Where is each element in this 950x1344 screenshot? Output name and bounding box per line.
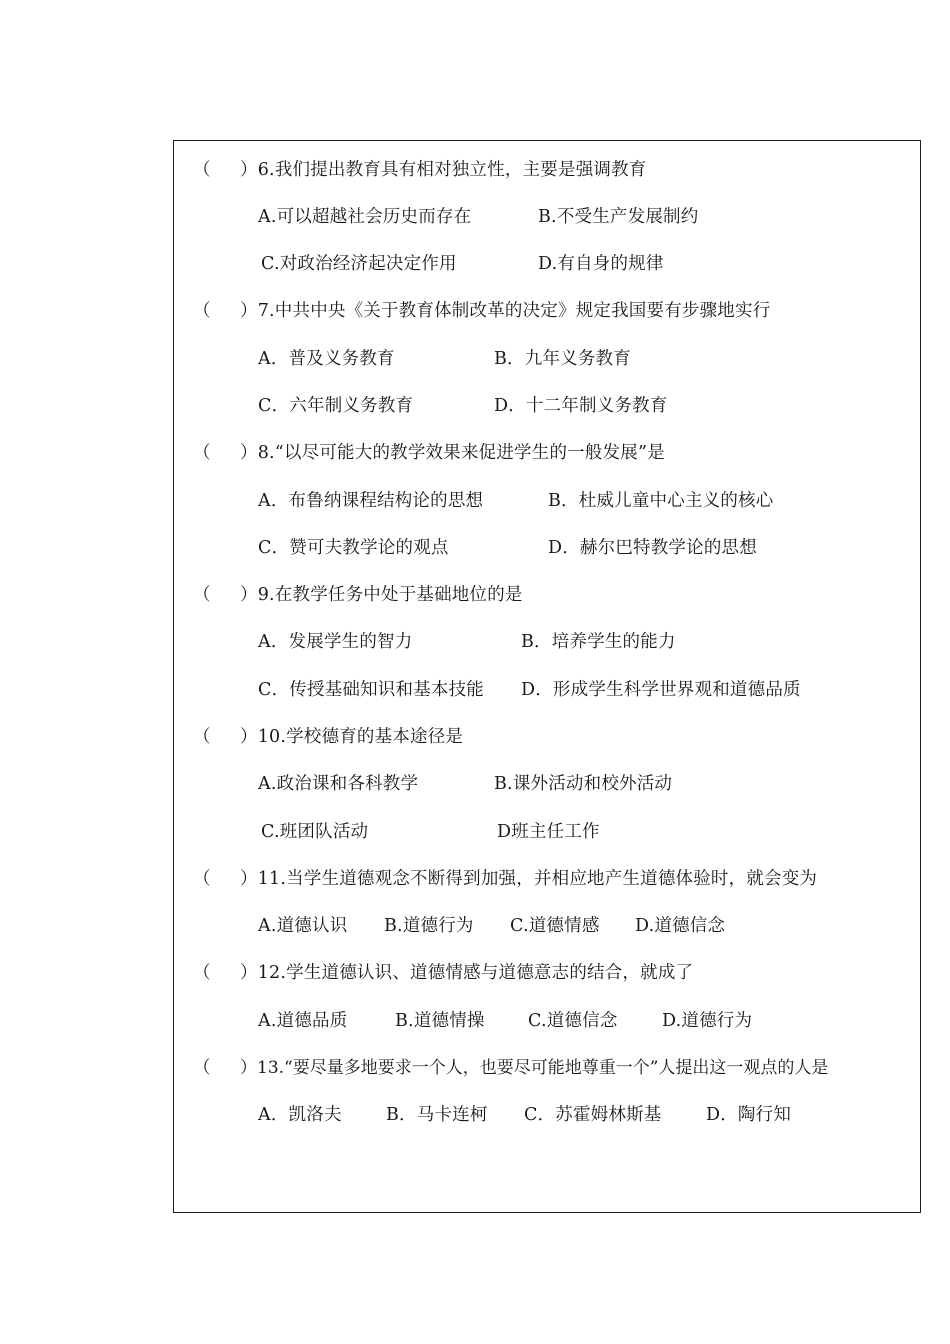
option-b: B．培养学生的能力: [521, 632, 676, 652]
question-stem: ）8.“以尽可能大的教学效果来促进学生的一般发展”是: [240, 443, 665, 463]
answer-blank-open-paren: （: [193, 301, 211, 321]
option-d: D．陶行知: [706, 1105, 792, 1125]
option-a: A．发展学生的智力: [258, 632, 413, 652]
answer-blank-open-paren: （: [193, 160, 211, 180]
answer-blank-open-paren: （: [193, 443, 211, 463]
option-d: D.有自身的规律: [538, 254, 664, 274]
option-b: B.不受生产发展制约: [538, 207, 699, 227]
option-a: A.道德品质: [258, 1011, 348, 1031]
option-b: B.道德行为: [384, 916, 474, 936]
answer-blank-open-paren: （: [193, 1058, 211, 1078]
question-stem: ）9.在教学任务中处于基础地位的是: [240, 585, 523, 605]
option-d: D.道德行为: [662, 1011, 753, 1031]
option-d: D班主任工作: [497, 822, 600, 842]
option-a: A．布鲁纳课程结构论的思想: [258, 491, 484, 511]
option-d: D．形成学生科学世界观和道德品质: [521, 680, 801, 700]
answer-blank-open-paren: （: [193, 727, 211, 747]
answer-blank-open-paren: （: [193, 869, 211, 889]
option-c: C．传授基础知识和基本技能: [258, 680, 484, 700]
option-b: B.课外活动和校外活动: [494, 774, 673, 794]
question-stem: ）13.“要尽量多地要求一个人，也要尽可能地尊重一个”人提出这一观点的人是: [240, 1058, 829, 1078]
option-b: B.道德情操: [395, 1011, 485, 1031]
option-d: D．十二年制义务教育: [494, 396, 668, 416]
answer-blank-open-paren: （: [193, 585, 211, 605]
option-a: A．凯洛夫: [258, 1105, 342, 1125]
option-d: D.道德信念: [635, 916, 726, 936]
option-c: C.班团队活动: [261, 822, 369, 842]
option-a: A.道德认识: [258, 916, 348, 936]
option-c: C．赞可夫教学论的观点: [258, 538, 449, 558]
question-stem: ）6.我们提出教育具有相对独立性，主要是强调教育: [240, 160, 647, 180]
option-a: A.可以超越社会历史而存在: [258, 207, 472, 227]
question-stem: ）12.学生道德认识、道德情感与道德意志的结合，就成了: [240, 963, 694, 983]
question-stem: ）7.中共中央《关于教育体制改革的决定》规定我国要有步骤地实行: [240, 301, 771, 321]
option-c: C．苏霍姆林斯基: [524, 1105, 662, 1125]
option-c: C.对政治经济起决定作用: [261, 254, 457, 274]
answer-blank-open-paren: （: [193, 963, 211, 983]
question-stem: ）10.学校德育的基本途径是: [240, 727, 464, 747]
option-b: B．马卡连柯: [386, 1105, 488, 1125]
option-c: C.道德信念: [528, 1011, 618, 1031]
option-b: B．九年义务教育: [494, 349, 631, 369]
option-a: A．普及义务教育: [258, 349, 395, 369]
option-a: A.政治课和各科教学: [258, 774, 419, 794]
option-c: C.道德情感: [510, 916, 600, 936]
option-c: C．六年制义务教育: [258, 396, 414, 416]
option-b: B．杜威儿童中心主义的核心: [548, 491, 774, 511]
question-stem: ）11.当学生道德观念不断得到加强，并相应地产生道德体验时，就会变为: [240, 869, 818, 889]
option-d: D．赫尔巴特教学论的思想: [548, 538, 757, 558]
